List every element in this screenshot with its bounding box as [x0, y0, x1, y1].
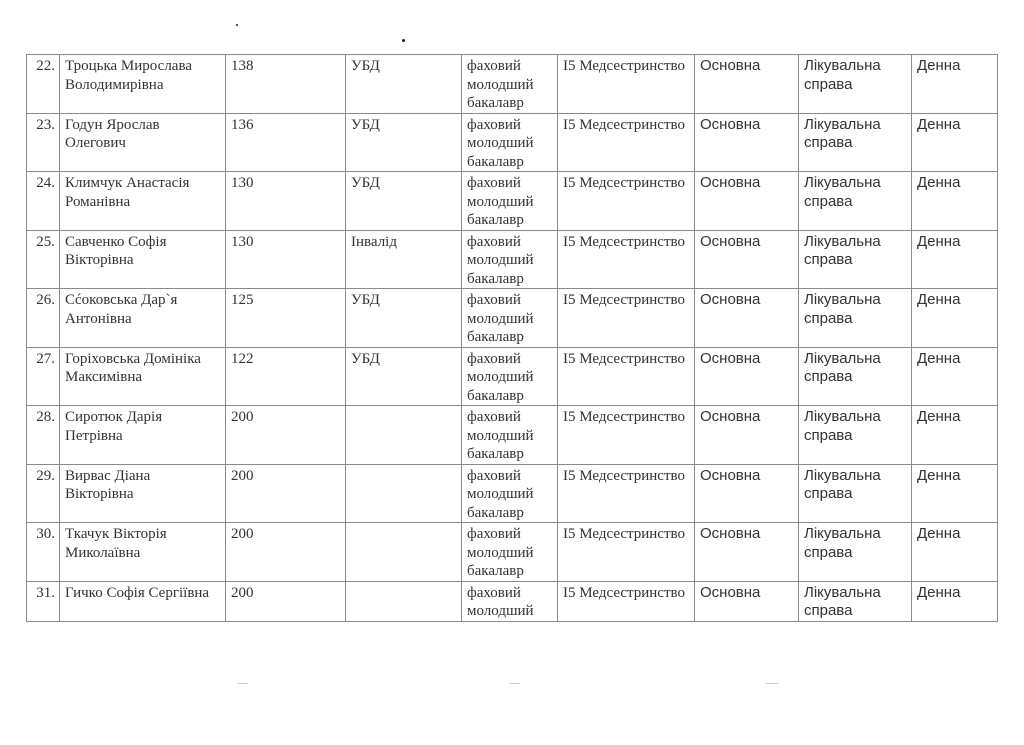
education-level-cell — [462, 289, 558, 348]
specialty: I5 Медсестринство — [563, 58, 685, 74]
study-program: Лікувальна справа — [804, 466, 881, 502]
funding-basis: Основна — [700, 115, 761, 133]
applicant-name-cell — [60, 289, 226, 348]
row-number: 30. — [36, 526, 55, 542]
education-level-cell — [462, 172, 558, 231]
scan-mark — [510, 683, 520, 684]
competitive-score-cell — [226, 289, 346, 348]
study-form-cell — [912, 406, 998, 465]
study-form-cell — [912, 113, 998, 172]
study-form-cell — [912, 523, 998, 582]
row-number: 24. — [36, 175, 55, 191]
row-number: 29. — [36, 467, 55, 484]
scan-mark — [238, 683, 248, 684]
education-level: фаховий молодший бакалавр — [467, 175, 534, 228]
competitive-score: 130 — [231, 175, 254, 191]
applicant-name: Савченко Софія Вікторівна — [65, 233, 167, 268]
competitive-score: 130 — [231, 233, 254, 250]
funding-basis: Основна — [700, 291, 761, 308]
specialty: I5 Медсестринство — [563, 584, 685, 601]
applicant-name: Годун Ярослав Олегович — [65, 116, 160, 151]
benefit-category: Інвалід — [351, 233, 397, 250]
benefit-category: УБД — [351, 116, 380, 133]
funding-basis-cell — [695, 523, 799, 582]
table-row — [27, 347, 998, 406]
funding-basis: Основна — [700, 408, 761, 425]
specialty-cell — [558, 113, 695, 172]
row-number: 26. — [36, 292, 55, 308]
specialty-cell — [558, 581, 695, 621]
study-form: Денна — [917, 583, 961, 601]
competitive-score-cell — [226, 347, 346, 406]
study-form: Денна — [917, 174, 961, 191]
education-level-cell — [462, 581, 558, 621]
competitive-score: 200 — [231, 409, 254, 425]
applicant-name: Климчук Анастасія Романівна — [65, 175, 190, 210]
funding-basis-cell — [695, 347, 799, 406]
funding-basis-cell — [695, 289, 799, 348]
study-form-cell — [912, 581, 998, 621]
funding-basis: Основна — [700, 174, 761, 191]
funding-basis: Основна — [700, 525, 761, 542]
applicant-name: Вирвас Діана Вікторівна — [65, 467, 151, 502]
benefit-category-cell — [346, 230, 462, 289]
competitive-score: 200 — [231, 526, 254, 542]
competitive-score-cell — [226, 464, 346, 523]
table-row — [27, 464, 998, 523]
study-program: Лікувальна справа — [804, 57, 881, 93]
applicant-name-cell — [60, 406, 226, 465]
education-level-cell — [462, 406, 558, 465]
study-form: Денна — [917, 291, 961, 308]
row-number-cell — [27, 230, 60, 289]
benefit-category: УБД — [351, 175, 380, 191]
study-program-cell — [799, 289, 912, 348]
study-program: Лікувальна справа — [804, 408, 881, 444]
education-level: фаховий молодший бакалавр — [467, 292, 534, 345]
applicant-name: Горіховська Домініка Максимівна — [65, 350, 201, 385]
study-form-cell — [912, 464, 998, 523]
benefit-category-cell — [346, 523, 462, 582]
study-program-cell — [799, 55, 912, 114]
applicant-name-cell — [60, 523, 226, 582]
competitive-score-cell — [226, 581, 346, 621]
specialty: I5 Медсестринство — [563, 233, 685, 250]
table-row — [27, 581, 998, 621]
funding-basis: Основна — [700, 57, 761, 74]
applicant-name: Сćоковська Дар`я Антонівна — [65, 292, 178, 327]
study-program: Лікувальна справа — [804, 291, 881, 327]
education-level: фаховий молодший бакалавр — [467, 526, 534, 579]
row-number: 28. — [36, 409, 55, 425]
study-form-cell — [912, 55, 998, 114]
education-level: фаховий молодший бакалавр — [467, 116, 534, 170]
applicant-name-cell — [60, 172, 226, 231]
applicant-name-cell — [60, 55, 226, 114]
study-program-cell — [799, 581, 912, 621]
study-program-cell — [799, 347, 912, 406]
scan-speck — [402, 39, 405, 42]
row-number: 25. — [36, 233, 55, 250]
study-program-cell — [799, 113, 912, 172]
study-program-cell — [799, 406, 912, 465]
applicant-name-cell — [60, 113, 226, 172]
benefit-category: УБД — [351, 58, 380, 74]
row-number-cell — [27, 523, 60, 582]
study-program: Лікувальна справа — [804, 349, 881, 385]
funding-basis-cell — [695, 55, 799, 114]
specialty: I5 Медсестринство — [563, 526, 685, 542]
specialty-cell — [558, 464, 695, 523]
study-form: Денна — [917, 466, 961, 484]
study-form: Денна — [917, 349, 961, 367]
education-level-cell — [462, 55, 558, 114]
funding-basis-cell — [695, 172, 799, 231]
study-program: Лікувальна справа — [804, 174, 881, 210]
education-level: фаховий молодший бакалавр — [467, 233, 534, 287]
competitive-score-cell — [226, 523, 346, 582]
specialty-cell — [558, 347, 695, 406]
study-program-cell — [799, 464, 912, 523]
study-form-cell — [912, 289, 998, 348]
benefit-category: УБД — [351, 292, 380, 308]
funding-basis-cell — [695, 406, 799, 465]
applicant-name: Ткачук Вікторія Миколаївна — [65, 526, 167, 561]
applicant-name: Сиротюк Дарія Петрівна — [65, 409, 163, 444]
specialty: I5 Медсестринство — [563, 116, 685, 133]
benefit-category-cell — [346, 55, 462, 114]
competitive-score: 138 — [231, 58, 254, 74]
competitive-score: 200 — [231, 584, 254, 601]
specialty-cell — [558, 55, 695, 114]
specialty-cell — [558, 523, 695, 582]
study-form: Денна — [917, 525, 961, 542]
scan-speck — [236, 24, 238, 26]
table-row — [27, 289, 998, 348]
education-level-cell — [462, 347, 558, 406]
funding-basis-cell — [695, 464, 799, 523]
row-number-cell — [27, 55, 60, 114]
table-body — [27, 55, 998, 622]
specialty-cell — [558, 289, 695, 348]
study-form-cell — [912, 172, 998, 231]
funding-basis-cell — [695, 113, 799, 172]
benefit-category-cell — [346, 172, 462, 231]
row-number-cell — [27, 347, 60, 406]
row-number: 31. — [36, 584, 55, 601]
study-form: Денна — [917, 232, 961, 250]
funding-basis: Основна — [700, 466, 761, 484]
funding-basis-cell — [695, 581, 799, 621]
education-level: фаховий молодший бакалавр — [467, 467, 534, 521]
benefit-category-cell — [346, 289, 462, 348]
benefit-category-cell — [346, 347, 462, 406]
competitive-score: 136 — [231, 116, 254, 133]
specialty-cell — [558, 406, 695, 465]
benefit-category-cell — [346, 464, 462, 523]
funding-basis: Основна — [700, 232, 761, 250]
education-level-cell — [462, 113, 558, 172]
table-row — [27, 230, 998, 289]
study-form: Денна — [917, 408, 961, 425]
benefit-category: УБД — [351, 350, 380, 367]
competitive-score-cell — [226, 172, 346, 231]
competitive-score: 200 — [231, 467, 254, 484]
study-form-cell — [912, 347, 998, 406]
competitive-score: 122 — [231, 350, 254, 367]
row-number-cell — [27, 172, 60, 231]
table-row — [27, 113, 998, 172]
competitive-score-cell — [226, 230, 346, 289]
row-number: 27. — [36, 350, 55, 367]
applicant-name-cell — [60, 464, 226, 523]
row-number-cell — [27, 581, 60, 621]
table-row — [27, 172, 998, 231]
study-program-cell — [799, 172, 912, 231]
competitive-score-cell — [226, 113, 346, 172]
specialty: I5 Медсестринство — [563, 467, 685, 484]
funding-basis: Основна — [700, 349, 761, 367]
funding-basis: Основна — [700, 583, 761, 601]
competitive-score-cell — [226, 406, 346, 465]
specialty-cell — [558, 230, 695, 289]
funding-basis-cell — [695, 230, 799, 289]
study-program-cell — [799, 230, 912, 289]
table-row — [27, 406, 998, 465]
benefit-category-cell — [346, 406, 462, 465]
benefit-category-cell — [346, 581, 462, 621]
specialty: I5 Медсестринство — [563, 175, 685, 191]
row-number-cell — [27, 464, 60, 523]
specialty: I5 Медсестринство — [563, 409, 685, 425]
study-program-cell — [799, 523, 912, 582]
row-number: 22. — [36, 58, 55, 74]
education-level-cell — [462, 464, 558, 523]
study-program: Лікувальна справа — [804, 115, 881, 151]
applicant-name: Гичко Софія Сергіївна — [65, 584, 210, 601]
applicant-name-cell — [60, 581, 226, 621]
row-number-cell — [27, 113, 60, 172]
education-level: фаховий молодший бакалавр — [467, 350, 534, 404]
scan-mark — [766, 683, 778, 684]
education-level: фаховий молодший бакалавр — [467, 58, 534, 111]
study-form: Денна — [917, 115, 961, 133]
study-program: Лікувальна справа — [804, 232, 881, 268]
benefit-category-cell — [346, 113, 462, 172]
education-level: фаховий молодший бакалавр — [467, 409, 534, 462]
education-level-cell — [462, 523, 558, 582]
competitive-score-cell — [226, 55, 346, 114]
competitive-score: 125 — [231, 292, 254, 308]
specialty-cell — [558, 172, 695, 231]
education-level: фаховий молодший — [467, 584, 534, 619]
study-form-cell — [912, 230, 998, 289]
applicant-name-cell — [60, 347, 226, 406]
study-form: Денна — [917, 57, 961, 74]
table-row — [27, 55, 998, 114]
applicants-table — [26, 54, 998, 622]
row-number: 23. — [36, 116, 55, 133]
applicant-name: Троцька Мирослава Володимирівна — [65, 58, 193, 93]
table-row — [27, 523, 998, 582]
row-number-cell — [27, 289, 60, 348]
specialty: I5 Медсестринство — [563, 292, 685, 308]
specialty: I5 Медсестринство — [563, 350, 685, 367]
study-program: Лікувальна справа — [804, 583, 881, 619]
study-program: Лікувальна справа — [804, 525, 881, 561]
row-number-cell — [27, 406, 60, 465]
education-level-cell — [462, 230, 558, 289]
applicant-name-cell — [60, 230, 226, 289]
